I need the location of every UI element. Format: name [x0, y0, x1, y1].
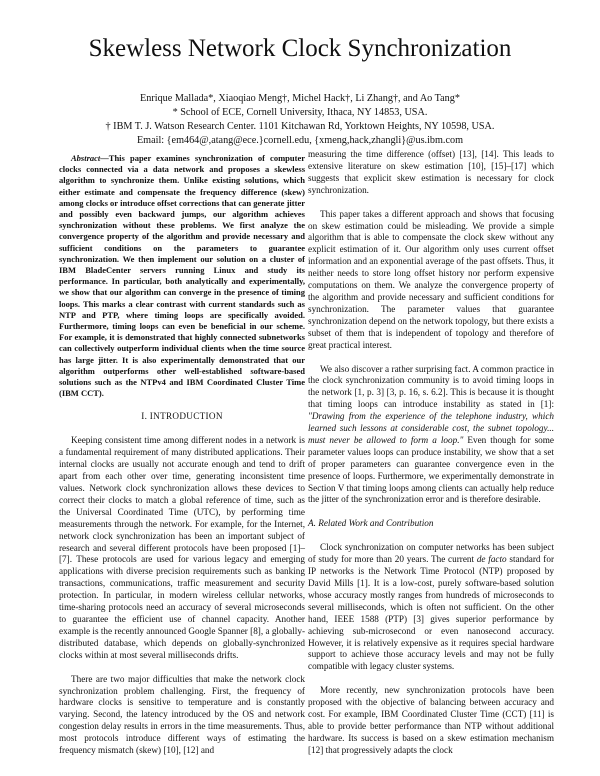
intro-paragraph-1: Keeping consistent time among different nodes in a network is a fundamental requirement of many distributed applications. Their internal clocks are usually not accurate enough and tend to drift apart from each other over time, generating inconsistent time values. Network clock synchronization allows these devices to correct their clocks to match a global reference of time, such as the Universal Coordinated Time (UTC), by performing time measurements through the network. For example, for the Internet, network clock synchronization has been an important subject of research and several different protocols have been proposed [1]–[7]. These protocols are used for various legacy and emerging applications with diverse precision requirements such as banking transactions, communications, traffic measurement and security protection. In particular, in modern wireless cellular networks, time-sharing protocols need an accuracy of several microseconds to guarantee the efficient use of channel capacity. Another example is the recently announced Google Spanner [8], a globally-distributed database, which depends on globally-synchronized clocks within at most several milliseconds drifts. [59, 435, 305, 660]
affiliation-cornell: * School of ECE, Cornell University, Ithaca, NY 14853, USA. [172, 107, 428, 118]
paper-title: Skewless Network Clock Synchronization [88, 35, 512, 62]
intro-paragraph-2: There are two major difficulties that make the network clock synchronization problem challenging. First, the frequency of hardware clocks is sensitive to temperature and is constantly varying. Second, the latency introduced by the OS and network congestion delay results in errors in the time measurements. Thus, most protocols introduce different ways of estimating the frequency mismatch (skew) [10], [12] and [59, 673, 305, 756]
abstract-lead: Abstract [71, 153, 101, 163]
right-paragraph-approach: This paper takes a different approach and shows that focusing on skew estimation could be misleading. We provide a simple algorithm that is able to compensate the clock skew without any explicit estimation of it. Our algorithm only uses current offset information and an exponential average of the past offsets. Thus, it neither needs to store long offset history nor perform expensive computations on them. We analyze the convergence property of the algorithm and provide necessary and sufficient conditions for synchronization. The parameter values that guarantee synchronization depend on the network topology, but there exists a subset of them that is independent of topology and therefore of great practical interest. [308, 208, 554, 350]
right-paragraph-continued: measuring the time difference (offset) [13], [14]. This leads to extensive literature on skew estimation [10], [15]–[17] which suggests that explicit skew estimation is necessary for clock synchronization. [308, 149, 554, 195]
right-column [308, 149, 554, 757]
abstract [59, 153, 305, 399]
affiliation-ibm: † IBM T. J. Watson Research Center. 1101 Kitchawan Rd, Yorktown Heights, NY 10598, USA. [105, 121, 495, 132]
related-work-paragraph-1 [308, 542, 554, 673]
left-column [59, 153, 305, 757]
abstract-text: —This paper examines synchronization of computer clocks connected via a data network and proposes a skewless algorithm to synchronize them. Unlike existing solutions, which either estimate and compensate the frequency difference (skew) among clocks or introduce offset corrections that can generate jitter and possibly even backward jumps, our algorithm achieves synchronization without these problems. We first analyze the convergence property of the algorithm and provide necessary and sufficient conditions on the parameters to guarantee synchronization. We then implement our solution on a cluster of IBM BladeCenter servers running Linux and study its performance. In particular, both analytically and experimentally, we show that our algorithm can converge in the presence of timing loops. This marks a clear contrast with current standards such as NTP and PTP, where timing loops are specifically avoided. Furthermore, timing loops can even be beneficial in our scheme. For example, it is demonstrated that highly connected subnetworks can collectively outperform individual clients when the time source has large jitter. It is also experimentally demonstrated that our algorithm outperforms other well-established software-based solutions such as the NTPv4 and IBM Coordinated Cluster Time (IBM CCT). [59, 153, 305, 399]
author-emails: Email: {em464@,atang@ece.}cornell.edu, {xmeng,hack,zhangli}@us.ibm.com [136, 135, 464, 146]
subsection-heading-related-work: A. Related Work and Contribution [308, 518, 434, 529]
related-text-a: Clock synchronization on computer networks has been subject of study for more than 20 years. The current [308, 542, 554, 565]
author-block [0, 92, 600, 148]
timing-loops-text-b: Even though for some parameter values loops can produce instability, we show that a set of proper parameters can guarantee convergence even in the presence of loops. Furthermore, we experimentally demonstrate in Section V that timing loops among clients can actually help reduce the jitter of the synchronization error and is therefore desirable. [308, 434, 555, 505]
right-paragraph-timing-loops [308, 364, 554, 507]
author-names: Enrique Mallada*, Xiaoqiao Meng†, Michel Hack†, Li Zhang†, and Ao Tang* [140, 93, 460, 104]
related-work-paragraph-2: More recently, new synchronization protocols have been proposed with the objective of balancing between accuracy and cost. For example, IBM Coordinated Cluster Time (CCT) [11] is able to provide better performance than NTP without additional hardware. Its success is based on a skew estimation mechanism [12] that progressively adapts the clock [308, 685, 554, 755]
related-text-b: standard for IP networks is the Network Time Protocol (NTP) proposed by David Mills [1]. It is a low-cost, purely software-based solution whose accuracy mostly ranges from hundreds of microseconds to several milliseconds, which is often not sufficient. On the other hand, IEEE 1588 (PTP) [3] gives superior performance by achieving sub-microsecond or even nanosecond accuracy. However, it is relatively expensive as it requires special hardware support to achieve those accuracy levels and may not be fully compatible with legacy cluster systems. [308, 554, 554, 672]
section-heading-introduction: I. INTRODUCTION [141, 411, 223, 422]
de-facto-italic: de facto [476, 554, 507, 565]
timing-loops-quote: "Drawing from the experience of the telephone industry, which learned such lessons at considerable cost, the subnet topology... must never be allowed to form a loop." [308, 411, 554, 445]
timing-loops-text-a: We also discover a rather surprising fact. A common practice in the clock synchronization community is to avoid timing loops in the network [1, p. 3] [3, p. 16, s. 6.2]. This is because it is thought that timing loops can introduce instability as stated in [1]: [308, 363, 554, 410]
